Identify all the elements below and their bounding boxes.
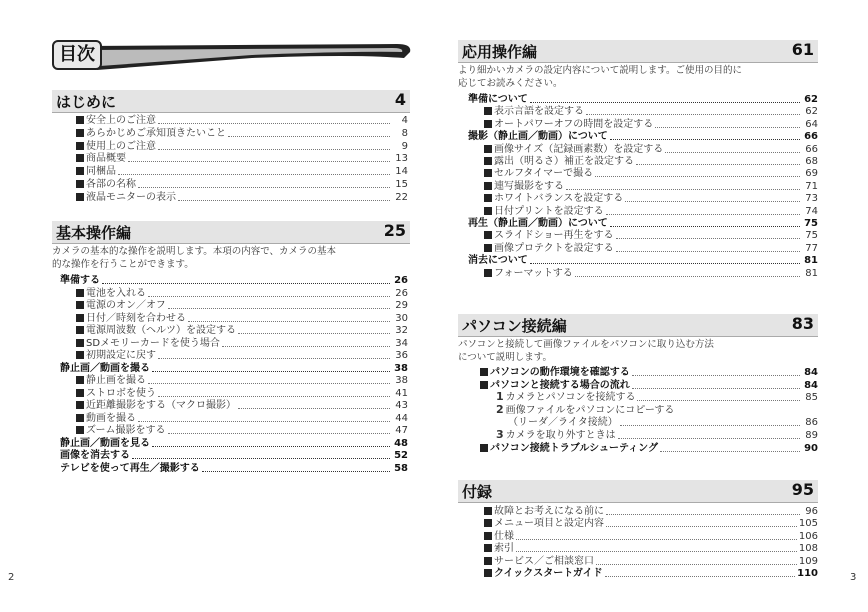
toc-entry-label: ストロボを使う: [86, 387, 156, 399]
toc-entry-label: 露出（明るさ）補正を設定する: [494, 156, 634, 167]
dot-leader: [102, 282, 390, 284]
toc-entry-label: 仕様: [494, 530, 514, 542]
toc-entry-label: 連写撮影をする: [494, 180, 564, 192]
toc-entry-page: 73: [805, 193, 818, 205]
dot-leader: [620, 424, 800, 426]
toc-entry-label: 動画を撮る: [86, 412, 136, 424]
toc-entry[interactable]: [76, 325, 408, 337]
section-description: [458, 65, 742, 90]
bullet-square-icon: [484, 120, 492, 128]
description-line: について説明します。: [458, 351, 553, 363]
toc-entry[interactable]: [484, 156, 818, 168]
toc-entry-label: ホワイトバランスを設定する: [494, 193, 624, 205]
toc-entry-label: 日付／時刻を合わせる: [86, 312, 186, 324]
toc-entry-label: 商品概要: [86, 153, 126, 165]
toc-entry[interactable]: [484, 243, 818, 255]
toc-entry[interactable]: [484, 193, 818, 205]
toc-entry-page: 13: [395, 153, 408, 165]
page-number-right: 3: [850, 572, 857, 583]
section-header-advanced: [458, 40, 818, 63]
toc-entry[interactable]: [76, 313, 408, 325]
description-line: カメラの基本的な操作を説明します。本項の内容で、カメラの基本: [52, 246, 337, 257]
bullet-square-icon: [76, 351, 84, 359]
bullet-square-icon: [76, 180, 84, 188]
toc-entry-label: ズーム撮影をする: [86, 425, 166, 436]
bullet-square-icon: [480, 444, 488, 452]
section-title: はじめに: [56, 93, 117, 111]
section-title: 付録: [462, 483, 493, 501]
toc-entry-label: 故障とお考えになる前に: [494, 506, 604, 517]
title-swoosh-graphic: [52, 40, 412, 76]
toc-entry-page: 96: [805, 506, 818, 517]
dot-leader: [168, 432, 391, 434]
toc-entry-page: 38: [395, 375, 408, 386]
dot-leader: [516, 550, 797, 552]
bullet-square-icon: [76, 376, 84, 384]
toc-group[interactable]: [468, 94, 818, 106]
section-title: パソコン接続編: [462, 317, 567, 335]
bullet-square-icon: [76, 401, 84, 409]
toc-group[interactable]: [60, 363, 408, 375]
dot-leader: [178, 199, 390, 201]
bullet-square-icon: [484, 157, 492, 165]
bullet-square-icon: [76, 389, 84, 397]
toc-group[interactable]: [60, 463, 408, 475]
toc-entry-page: 75: [804, 218, 818, 229]
toc-entry-page: 48: [394, 437, 408, 449]
section-header-pc: [458, 314, 818, 337]
toc-entry-page: 69: [805, 168, 818, 180]
section-page: 61: [791, 40, 814, 59]
toc-group[interactable]: [60, 275, 408, 287]
toc-entry-page: 75: [805, 230, 818, 242]
toc-entry[interactable]: [76, 166, 408, 178]
toc-entry-page: 81: [804, 255, 818, 267]
toc-entry-page: 66: [804, 131, 818, 143]
toc-entry-page: 110: [797, 568, 818, 579]
toc-entry-label: 電源周波数（ヘルツ）を設定する: [86, 325, 236, 336]
toc-entry[interactable]: [484, 106, 818, 118]
toc-entry-page: 108: [798, 543, 818, 555]
toc-entry-page: 29: [395, 300, 408, 311]
bullet-square-icon: [484, 169, 492, 177]
bullet-square-icon: [76, 289, 84, 297]
dot-leader: [606, 213, 800, 215]
toc-entry-page: 26: [395, 287, 408, 299]
dot-leader: [606, 525, 797, 527]
toc-entry[interactable]: [484, 268, 818, 280]
toc-entry-page: 26: [394, 275, 408, 286]
dot-leader: [132, 457, 390, 459]
toc-entry-label: 日付プリントを設定する: [494, 205, 604, 217]
bullet-square-icon: [484, 194, 492, 202]
toc-entry-label: SDメモリーカードを使う場合: [86, 337, 220, 349]
toc-entry-label: 同梱品: [86, 166, 116, 178]
toc-entry-page: 38: [394, 362, 408, 374]
toc-entry-page: 86: [805, 417, 818, 429]
bullet-square-icon: [484, 207, 492, 215]
dot-leader: [616, 237, 801, 239]
toc-entry-label: 液晶モニターの表示: [86, 191, 176, 203]
dot-leader: [188, 320, 390, 322]
page-title: 目次: [52, 40, 102, 70]
toc-entry[interactable]: [484, 506, 818, 518]
bullet-square-icon: [76, 339, 84, 347]
toc-entry-label: メニュー項目と設定内容: [494, 518, 604, 530]
dot-leader: [148, 382, 390, 384]
toc-entry-page: 15: [395, 179, 408, 190]
toc-entry-label: 準備する: [60, 275, 100, 286]
toc-entry[interactable]: [484, 568, 818, 580]
toc-entry-label: パソコンと接続する場合の流れ: [490, 379, 630, 391]
dot-leader: [168, 307, 390, 309]
toc-entry-page: 64: [805, 118, 818, 130]
toc-entry[interactable]: [76, 425, 408, 437]
toc-entry-label: オートパワーオフの時間を設定する: [494, 118, 654, 130]
bullet-square-icon: [484, 544, 492, 552]
dot-leader: [632, 374, 800, 376]
toc-entry-page: 84: [804, 379, 818, 391]
toc-entry-page: 43: [395, 400, 408, 411]
toc-entry-page: 84: [804, 367, 818, 378]
toc-entry-label: 使用上のご注意: [86, 140, 156, 152]
toc-entry-label: カメラを取り外すときは: [505, 430, 616, 441]
dot-leader: [158, 395, 390, 397]
dot-leader: [605, 575, 796, 577]
bullet-square-icon: [76, 426, 84, 434]
toc-entry[interactable]: [480, 367, 818, 379]
toc-entry[interactable]: [76, 179, 408, 191]
section-title: 基本操作編: [56, 224, 132, 242]
toc-entry-label: （リーダ／ライタ接続）: [508, 417, 618, 429]
toc-entry[interactable]: [76, 141, 408, 153]
toc-entry[interactable]: [76, 413, 408, 425]
toc-entry[interactable]: [484, 144, 818, 156]
toc-entry[interactable]: [484, 230, 818, 242]
toc-entry[interactable]: [496, 392, 818, 404]
dot-leader: [152, 445, 390, 447]
bullet-square-icon: [480, 381, 488, 389]
dot-leader: [632, 387, 800, 389]
toc-entry[interactable]: [76, 338, 408, 350]
toc-entry-label: 索引: [494, 543, 514, 555]
toc-entry-label: カメラとパソコンを接続する: [505, 392, 636, 404]
section-header-basic: [52, 221, 410, 244]
dot-leader: [158, 357, 390, 359]
bullet-square-icon: [484, 507, 492, 515]
dot-leader: [202, 470, 390, 472]
bullet-square-icon: [484, 569, 492, 577]
bullet-square-icon: [76, 167, 84, 175]
toc-entry-label: 電源のオン／オフ: [86, 300, 166, 311]
toc-entry-label: 各部の名称: [86, 179, 136, 190]
section-description: [458, 339, 714, 364]
toc-entry-label: フォーマットする: [494, 267, 573, 279]
toc-entry-page: 89: [805, 430, 818, 441]
description-line: より細かいカメラの設定内容について説明します。ご使用の目的に: [458, 65, 743, 76]
dot-leader: [636, 163, 800, 165]
description-line: 的な操作を行うことができます。: [52, 258, 194, 270]
toc-entry-page: 52: [394, 450, 408, 461]
toc-entry[interactable]: [484, 518, 818, 530]
bullet-square-icon: [76, 129, 84, 137]
toc-entry-label: パソコンの動作環境を確認する: [490, 367, 630, 378]
bullet-square-icon: [484, 244, 492, 252]
toc-entry[interactable]: [76, 388, 408, 400]
bullet-square-icon: [76, 193, 84, 201]
toc-entry-label: 画像を消去する: [60, 450, 130, 461]
dot-leader: [625, 200, 800, 202]
section-page: 83: [791, 314, 814, 333]
dot-leader: [152, 370, 390, 372]
dot-leader: [118, 173, 390, 175]
toc-entry-label: 画像プロテクトを設定する: [494, 242, 614, 254]
toc-entry-page: 81: [805, 267, 818, 279]
toc-entry-label: 電池を入れる: [86, 287, 146, 299]
toc-group[interactable]: [60, 450, 408, 462]
toc-entry-page: 22: [395, 191, 408, 203]
dot-leader: [618, 437, 800, 439]
toc-entry[interactable]: [480, 443, 818, 455]
dot-leader: [596, 563, 797, 565]
toc-entry[interactable]: [484, 206, 818, 218]
bullet-square-icon: [76, 314, 84, 322]
toc-entry-page: 47: [395, 425, 408, 436]
dot-leader: [595, 175, 800, 177]
toc-entry-label: 安全上のご注意: [86, 115, 156, 126]
toc-entry-label: あらかじめご承知頂きたいこと: [86, 127, 226, 139]
toc-entry[interactable]: [76, 300, 408, 312]
section-description: [52, 246, 336, 271]
dot-leader: [222, 345, 390, 347]
dot-leader: [138, 186, 390, 188]
toc-entry[interactable]: [508, 417, 818, 429]
toc-entry-page: 68: [805, 156, 818, 167]
toc-group[interactable]: [60, 438, 408, 450]
step-number: 2: [496, 402, 504, 416]
toc-entry-label: 準備について: [468, 94, 528, 105]
toc-entry-page: 62: [805, 106, 818, 118]
dot-leader: [516, 538, 797, 540]
toc-entry-label: 静止画／動画を撮る: [60, 362, 150, 374]
toc-entry-page: 34: [395, 337, 408, 349]
dot-leader: [138, 420, 390, 422]
dot-leader: [616, 250, 800, 252]
bullet-square-icon: [484, 519, 492, 527]
bullet-square-icon: [484, 269, 492, 277]
toc-entry[interactable]: [484, 556, 818, 568]
toc-entry[interactable]: [76, 350, 408, 362]
toc-entry-page: 90: [804, 442, 818, 454]
bullet-square-icon: [484, 145, 492, 153]
section-header-appendix: [458, 480, 818, 503]
toc-entry[interactable]: [484, 168, 818, 180]
toc-entry-label: 撮影（静止画／動画）について: [468, 131, 608, 143]
dot-leader: [660, 450, 800, 452]
step-number: 1: [496, 390, 504, 404]
toc-entry-label: 画像ファイルをパソコンにコピーする: [505, 404, 675, 416]
dot-leader: [610, 225, 800, 227]
toc-entry[interactable]: [484, 181, 818, 193]
toc-entry-page: 9: [401, 140, 408, 152]
section-page: 25: [383, 221, 406, 240]
toc-entry[interactable]: [484, 531, 818, 543]
toc-entry-page: 30: [395, 312, 408, 324]
toc-entry-label: テレビを使って再生／撮影する: [60, 462, 200, 474]
toc-entry-page: 74: [805, 205, 818, 217]
step-number: 3: [496, 428, 504, 441]
toc-group[interactable]: [468, 255, 818, 267]
toc-entry[interactable]: [484, 543, 818, 555]
toc-entry-label: 静止画／動画を見る: [60, 437, 150, 449]
description-line: パソコンと接続して画像ファイルをパソコンに取り込む方法: [458, 339, 714, 350]
toc-entry[interactable]: [76, 192, 408, 204]
toc-entry-page: 62: [804, 94, 818, 105]
dot-leader: [665, 151, 800, 153]
toc-entry-label: クイックスタートガイド: [494, 568, 603, 579]
toc-entry-label: 近距離撮影をする（マクロ撮影）: [86, 400, 236, 411]
dot-leader: [655, 126, 800, 128]
toc-entry-page: 8: [401, 127, 408, 139]
toc-entry-page: 77: [805, 242, 818, 254]
toc-entry-label: 消去について: [468, 255, 528, 267]
toc-group[interactable]: [468, 131, 818, 143]
toc-entry-page: 32: [395, 325, 408, 336]
bullet-square-icon: [484, 231, 492, 239]
dot-leader: [530, 262, 800, 264]
section-page: 4: [394, 90, 406, 109]
section-title: 応用操作編: [462, 43, 538, 61]
dot-leader: [606, 513, 800, 515]
toc-entry-page: 44: [395, 412, 408, 424]
toc-entry-page: 109: [798, 555, 818, 567]
dot-leader: [158, 122, 390, 124]
bullet-square-icon: [484, 182, 492, 190]
toc-entry-page: 58: [394, 462, 408, 474]
dot-leader: [610, 138, 800, 140]
dot-leader: [575, 275, 800, 277]
dot-leader: [530, 101, 800, 103]
section-page: 95: [791, 480, 814, 499]
bullet-square-icon: [76, 326, 84, 334]
toc-entry-page: 66: [805, 143, 818, 155]
description-line: 応じてお読みください。: [458, 77, 563, 89]
dot-leader: [586, 113, 800, 115]
toc-entry-page: 36: [395, 350, 408, 361]
toc-entry-label: スライドショー再生をする: [494, 230, 614, 242]
bullet-square-icon: [76, 116, 84, 124]
bullet-square-icon: [484, 107, 492, 115]
dot-leader: [148, 295, 390, 297]
toc-entry-label: セルフタイマーで撮る: [494, 168, 594, 180]
toc-entry-label: パソコン接続トラブルシューティング: [490, 442, 658, 454]
section-header-intro: [52, 90, 410, 113]
toc-entry[interactable]: [76, 128, 408, 140]
toc-entry-label: サービス／ご相談窓口: [494, 555, 594, 567]
toc-entry-page: 4: [401, 115, 408, 126]
bullet-square-icon: [484, 557, 492, 565]
toc-entry[interactable]: [76, 288, 408, 300]
page-number-left: 2: [8, 572, 15, 583]
bullet-square-icon: [480, 368, 488, 376]
toc-entry[interactable]: [76, 400, 408, 412]
toc-entry-page: 71: [805, 180, 818, 192]
toc-entry[interactable]: [76, 153, 408, 165]
bullet-square-icon: [76, 142, 84, 150]
toc-entry-page: 14: [395, 166, 408, 178]
toc-entry[interactable]: [496, 430, 818, 442]
bullet-square-icon: [76, 301, 84, 309]
toc-entry-page: 41: [395, 387, 408, 399]
dot-leader: [566, 188, 800, 190]
dot-leader: [158, 148, 390, 150]
dot-leader: [238, 407, 390, 409]
toc-entry-label: 画像サイズ（記録画素数）を設定する: [494, 143, 664, 155]
bullet-square-icon: [484, 532, 492, 540]
dot-leader: [228, 135, 390, 137]
toc-entry-page: 85: [805, 392, 818, 404]
dot-leader: [637, 399, 800, 401]
toc-entry-label: 静止画を撮る: [86, 375, 146, 386]
toc-entry-label: 初期設定に戻す: [86, 350, 156, 361]
toc-group[interactable]: [468, 218, 818, 230]
toc-entry-page: 106: [798, 530, 818, 542]
toc-entry-page: 105: [798, 518, 818, 530]
dot-leader: [238, 332, 390, 334]
toc-entry-label: 再生（静止画／動画）について: [468, 218, 608, 229]
toc-entry[interactable]: [496, 402, 818, 417]
bullet-square-icon: [76, 414, 84, 422]
toc-title-banner: [52, 40, 412, 76]
toc-entry-label: 表示言語を設定する: [494, 106, 584, 118]
toc-entry[interactable]: [480, 380, 818, 392]
toc-entry[interactable]: [76, 115, 408, 127]
toc-entry[interactable]: [484, 119, 818, 131]
toc-entry[interactable]: [76, 375, 408, 387]
dot-leader: [128, 160, 390, 162]
bullet-square-icon: [76, 154, 84, 162]
